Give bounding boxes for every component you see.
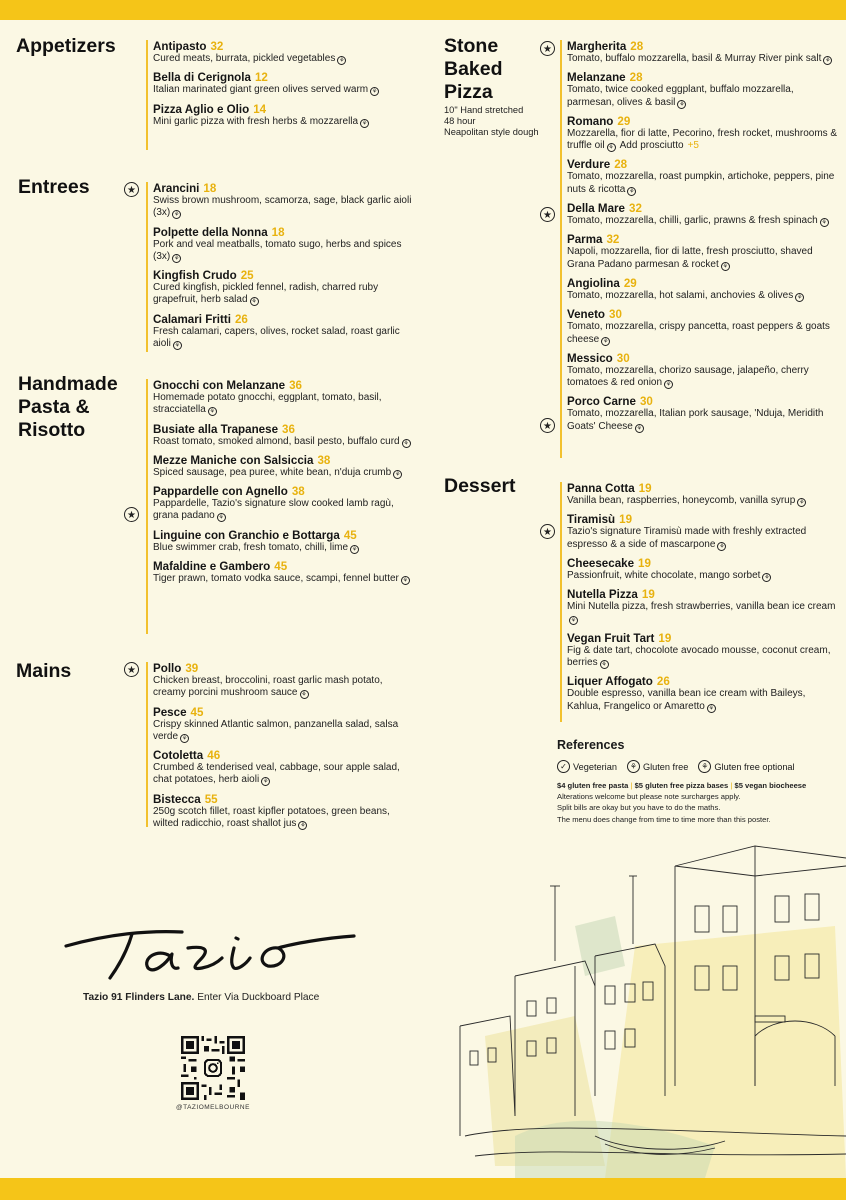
venice-buildings-sketch <box>455 836 846 1178</box>
menu-item-mafaldine-e-gambero <box>153 560 418 585</box>
star-icon: ★ <box>540 524 555 539</box>
menu-item-busiate-alla-trapanese <box>153 423 418 448</box>
item-name <box>567 308 842 321</box>
item-title: Porco Carne <box>567 395 636 409</box>
item-description <box>153 573 418 585</box>
item-price: 45 <box>190 705 204 719</box>
gluten-free-optional-label: Gluten free optional <box>714 761 795 772</box>
menu-item-gnocchi-con-melanzane <box>153 379 418 417</box>
gluten-free-icon: ⚘ <box>601 662 607 669</box>
item-title: Busiate alla Trapanese <box>153 422 279 436</box>
item-description-text: Tomato, mozzarella, crispy pancetta, roast peppers & goats cheese <box>567 321 830 345</box>
note-menu-changes: The menu does change from time to time more than this poster. <box>557 814 771 824</box>
item-name <box>567 395 842 408</box>
gluten-free-icon: ⚘ <box>764 574 770 581</box>
item-price: 45 <box>274 560 288 574</box>
item-name <box>567 557 842 570</box>
item-name <box>153 662 418 675</box>
pizza-list <box>560 40 842 458</box>
menu-item-calamari-fritti <box>153 313 418 351</box>
item-price: 39 <box>185 662 199 675</box>
item-price: 18 <box>203 182 217 195</box>
item-description-text: Crumbed & tenderised veal, cabbage, sour apple salad, chat potatoes, herb aioli <box>153 762 400 786</box>
item-description <box>567 321 842 346</box>
gluten-free-icon: ⚘ <box>719 543 725 550</box>
item-name <box>567 352 842 365</box>
gluten-free-icon: ⚘ <box>708 705 715 712</box>
star-icon: ★ <box>540 41 555 56</box>
note-surcharges: Alterations welcome but please note surcharges apply. <box>557 792 741 802</box>
menu-item-porco-carne <box>567 395 842 433</box>
item-description-text: Mini Nutella pizza, fresh strawberries, vanilla bean ice cream <box>567 601 836 613</box>
item-price: 12 <box>254 71 268 85</box>
item-name <box>567 277 842 290</box>
gluten-free-icon: ⚘ <box>371 89 378 96</box>
item-title: Parma <box>567 233 603 247</box>
item-description <box>567 215 842 227</box>
item-description <box>567 246 842 271</box>
gluten-free-icon: ⚘ <box>251 299 257 306</box>
menu-item-nutella-pizza <box>567 588 842 626</box>
item-title: Verdure <box>567 158 611 172</box>
item-description <box>153 436 418 448</box>
pizza-title: Stone Baked Pizza <box>444 35 503 103</box>
item-description <box>567 495 842 507</box>
item-description <box>567 570 842 582</box>
item-description <box>567 408 842 433</box>
menu-item-della-mare <box>567 202 842 227</box>
gluten-free-icon: ⚘ <box>262 779 269 786</box>
item-name <box>153 529 418 542</box>
item-description-text: Passionfruit, white chocolate, mango sorbet <box>567 569 761 581</box>
item-description <box>153 719 418 744</box>
menu-item-romano <box>567 115 842 153</box>
item-description-text: Spiced sausage, pea puree, white bean, n'duja crumb <box>153 466 392 478</box>
menu-item-kingfish-crudo <box>153 269 418 307</box>
gluten-free-icon: ⚘ <box>300 823 306 830</box>
item-description-text: Homemade potato gnocchi, eggplant, tomato, basil, stracciatella <box>153 392 382 416</box>
item-name <box>153 103 418 116</box>
item-price: 19 <box>641 588 655 602</box>
appetizers-title: Appetizers <box>16 35 116 57</box>
item-description-text: Fresh calamari, capers, olives, rocket salad, roast garlic aioli <box>153 325 400 350</box>
item-price: 38 <box>291 485 305 499</box>
menu-item-cotoletta <box>153 749 418 787</box>
item-title: Arancini <box>153 182 200 195</box>
item-title: Romano <box>567 114 614 128</box>
item-price: 55 <box>204 792 218 806</box>
item-title: Margherita <box>567 40 627 53</box>
item-title: Pesce <box>153 705 187 719</box>
menu-item-pollo <box>153 662 418 700</box>
entrees-list <box>146 182 418 352</box>
item-price: 18 <box>271 225 285 239</box>
item-price: 28 <box>614 158 628 172</box>
item-price: 30 <box>609 308 622 322</box>
gluten-free-icon: ⚘ <box>821 220 827 227</box>
gluten-free-optional-icon: ⚘ <box>698 760 711 773</box>
item-description-text: Tomato, mozzarella, Italian pork sausage, 'Nduja, Meridith Goats' Cheese <box>567 408 824 432</box>
item-name <box>153 313 418 326</box>
item-description-text: Mini garlic pizza with fresh herbs & mozzarella <box>153 115 359 127</box>
item-description-text: Tomato, mozzarella, hot salami, anchovies & olives <box>567 289 794 301</box>
tazio-logo <box>62 918 362 986</box>
item-title: Linguine con Granchio e Bottarga <box>153 528 340 542</box>
surcharge-vegan: $5 vegan biocheese <box>734 781 807 790</box>
item-description-text: Fig & date tart, chocolote avocado mousse, coconut cream, berries <box>567 644 831 669</box>
item-price: 30 <box>616 351 630 365</box>
menu-item-pesce <box>153 706 418 744</box>
gluten-free-icon: ⚘ <box>301 692 307 699</box>
item-name <box>153 182 418 195</box>
gluten-free-icon: ⚘ <box>636 425 643 432</box>
menu-item-verdure <box>567 158 842 196</box>
item-price: 29 <box>623 276 637 290</box>
item-description <box>567 84 842 109</box>
item-description-text: Tomato, mozzarella, chorizo sausage, jalapeño, cherry tomatoes & red onion <box>567 364 809 389</box>
item-description-text: Mozzarella, fior di latte, Pecorino, fresh rocket, mushrooms & truffle oil <box>567 127 838 152</box>
item-name <box>153 423 418 436</box>
item-name <box>567 675 842 688</box>
item-description-text: Cured kingfish, pickled fennel, radish, charred ruby grapefruit, herb salad <box>153 282 379 306</box>
address-bold: Tazio 91 Flinders Lane. <box>83 992 195 1003</box>
item-description-text: Tomato, twice cooked eggplant, buffalo mozzarella, parmesan, olives & basil <box>567 84 794 108</box>
item-title: Pizza Aglio e Olio <box>153 102 250 116</box>
item-description-text: Tiger prawn, tomato vodka sauce, scampi, fennel butter <box>153 573 399 585</box>
gluten-free-label: Gluten free <box>642 761 689 772</box>
menu-item-margherita <box>567 40 842 65</box>
address <box>83 992 319 1003</box>
gluten-free-icon: ⚘ <box>209 409 215 416</box>
item-description-text: Vanilla bean, raspberries, honeycomb, vanilla syrup <box>567 495 796 506</box>
item-description-text: Crispy skinned Atlantic salmon, panzanella salad, salsa verde <box>153 718 399 742</box>
item-name <box>153 454 418 467</box>
gluten-free-icon: ⚘ <box>825 58 831 64</box>
item-title: Polpette della Nonna <box>153 225 268 239</box>
gluten-free-icon: ⚘ <box>351 546 358 553</box>
gluten-free-icon: ⚘ <box>627 760 640 773</box>
star-icon: ★ <box>540 418 555 433</box>
item-description-text: Chicken breast, broccolini, roast garlic mash potato, creamy porcini mushroom sauce <box>153 675 383 699</box>
item-description <box>153 498 418 523</box>
leaf-icon: ✓ <box>557 760 570 773</box>
item-price: 32 <box>606 233 620 247</box>
references-notes: $4 gluten free pasta | $5 gluten free pizza bases | $5 vegan biocheese Alterations welcome but please note surcharges apply. Split bills are okay but you have to do the maths. The menu does change from time to time more than this poster. <box>557 781 807 824</box>
item-title: Angiolina <box>567 276 620 290</box>
gluten-free-icon: ⚘ <box>722 263 728 270</box>
item-price: 32 <box>629 202 642 216</box>
item-price: 38 <box>317 453 331 467</box>
item-name <box>567 40 842 53</box>
gluten-free-icon: ⚘ <box>174 212 180 219</box>
menu-item-pappardelle-con-agnello <box>153 485 418 523</box>
menu-item-arancini <box>153 182 418 220</box>
item-name <box>153 560 418 573</box>
item-price: 14 <box>253 102 267 116</box>
item-description-text: Pappardelle, Tazio's signature slow cooked lamb ragù, grana padano <box>153 498 394 522</box>
star-icon: ★ <box>540 207 555 222</box>
references-title: References <box>557 738 625 752</box>
gluten-free-icon: ⚘ <box>570 618 577 625</box>
item-name <box>567 482 842 495</box>
item-name <box>153 71 418 84</box>
item-price: 25 <box>240 269 254 283</box>
item-name <box>567 115 842 128</box>
gluten-free-icon: ⚘ <box>608 145 614 152</box>
item-description <box>567 290 842 302</box>
item-description <box>153 762 418 787</box>
star-icon: ★ <box>124 662 139 677</box>
note-split-bills: Split bills are okay but you have to do the maths. <box>557 803 721 813</box>
item-price: 19 <box>619 513 633 527</box>
item-name <box>153 485 418 498</box>
item-description-text: Cured meats, burrata, pickled vegetables <box>153 53 336 64</box>
menu-item-mezze-maniche-con-salsiccia <box>153 454 418 479</box>
dessert-title: Dessert <box>444 475 516 497</box>
star-icon: ★ <box>124 182 139 197</box>
item-description <box>567 128 842 153</box>
item-description <box>567 601 842 626</box>
surcharge-pizza: $5 gluten free pizza bases <box>634 781 729 790</box>
item-description-text: Tazio's signature Tiramisù made with freshly extracted espresso & a side of mascarpone <box>567 526 807 550</box>
gluten-free-icon: ⚘ <box>174 343 180 350</box>
menu-item-messico <box>567 352 842 390</box>
item-price: 46 <box>207 749 221 763</box>
gluten-free-icon: ⚘ <box>403 440 409 447</box>
menu-item-melanzane <box>567 71 842 109</box>
surcharge-pasta: $4 gluten free pasta <box>557 781 629 790</box>
menu-item-linguine-con-granchio-e-bottarga <box>153 529 418 554</box>
item-price: 19 <box>658 631 672 645</box>
item-title: Messico <box>567 351 613 365</box>
gluten-free-icon: ⚘ <box>797 294 803 301</box>
item-price: 29 <box>617 114 631 128</box>
item-title: Calamari Fritti <box>153 312 231 326</box>
qr-code[interactable] <box>181 1036 245 1100</box>
vegetarian-label: Vegeterian <box>573 761 617 772</box>
instagram-handle[interactable]: @TAZIOMELBOURNE <box>176 1104 250 1111</box>
pasta-list <box>146 379 418 634</box>
item-description <box>153 542 418 554</box>
item-name <box>153 379 418 392</box>
pasta-title: Handmade Pasta & Risotto <box>18 373 118 441</box>
item-description <box>567 171 842 196</box>
item-name <box>153 793 418 806</box>
item-description <box>567 526 842 551</box>
menu-item-bistecca <box>153 793 418 831</box>
item-price: 45 <box>343 528 357 542</box>
gluten-free-icon: ⚘ <box>339 58 345 64</box>
item-title: Liquer Affogato <box>567 675 653 689</box>
item-description-text: Italian marinated giant green olives served warm <box>153 84 369 96</box>
gluten-free-icon: ⚘ <box>679 101 685 108</box>
dessert-list <box>560 482 842 722</box>
menu-item-liquer-affogato <box>567 675 842 713</box>
item-title: Pappardelle con Agnello <box>153 485 288 499</box>
gluten-free-icon: ⚘ <box>799 500 805 506</box>
item-description-text: Tomato, mozzarella, roast pumpkin, artichoke, peppers, pine nuts & ricotta <box>567 171 835 195</box>
item-description <box>153 195 418 220</box>
item-price: 30 <box>639 395 653 409</box>
pizza-subtitle: 10" Hand stretched 48 hour Neapolitan style dough <box>444 105 539 137</box>
item-name <box>153 706 418 719</box>
item-title: Della Mare <box>567 202 625 216</box>
gluten-free-icon: ⚘ <box>402 578 409 585</box>
item-description-text: Blue swimmer crab, fresh tomato, chilli, lime <box>153 541 349 553</box>
item-title: Melanzane <box>567 71 626 85</box>
item-price: 28 <box>630 40 644 53</box>
item-title: Cotoletta <box>153 749 204 763</box>
menu-item-parma <box>567 233 842 271</box>
mains-title: Mains <box>16 660 72 682</box>
references-legend <box>557 760 795 773</box>
item-title: Panna Cotta <box>567 482 635 495</box>
item-description-text: Roast tomato, smoked almond, basil pesto, buffalo curd <box>153 435 400 447</box>
item-title: Mafaldine e Gambero <box>153 560 271 574</box>
item-price: 32 <box>210 40 224 53</box>
item-title: Bella di Cerignola <box>153 71 251 85</box>
item-title: Cheesecake <box>567 556 635 570</box>
item-description <box>567 53 842 65</box>
item-title: Gnocchi con Melanzane <box>153 379 286 392</box>
menu-item-veneto <box>567 308 842 346</box>
item-name <box>153 226 418 239</box>
item-title: Bistecca <box>153 792 201 806</box>
gluten-free-icon: ⚘ <box>181 735 188 742</box>
appetizers-list <box>146 40 418 150</box>
item-description <box>567 365 842 390</box>
item-title: Antipasto <box>153 40 207 53</box>
gluten-free-icon: ⚘ <box>174 255 180 262</box>
bottom-band <box>0 1178 846 1200</box>
item-description <box>153 239 418 264</box>
item-name <box>153 269 418 282</box>
menu-item-angiolina <box>567 277 842 302</box>
item-name <box>567 71 842 84</box>
item-extra-price: +5 <box>687 140 699 152</box>
item-description <box>153 392 418 417</box>
item-price: 19 <box>638 482 652 495</box>
item-name <box>153 749 418 762</box>
item-title: Kingfish Crudo <box>153 269 237 283</box>
top-band <box>0 0 846 20</box>
item-description <box>153 116 418 128</box>
entrees-title: Entrees <box>18 176 90 198</box>
item-name <box>567 233 842 246</box>
menu-item-vegan-fruit-tart <box>567 632 842 670</box>
item-description <box>567 645 842 670</box>
item-description-text: Tomato, buffalo mozzarella, basil & Murray River pink salt <box>567 53 822 64</box>
item-description <box>153 84 418 96</box>
item-description-text: Tomato, mozzarella, chilli, garlic, prawns & fresh spinach <box>567 215 818 227</box>
item-extra: Add prosciutto <box>619 140 684 152</box>
star-icon: ★ <box>124 507 139 522</box>
item-name <box>567 513 842 526</box>
item-price: 26 <box>656 675 670 689</box>
item-title: Vegan Fruit Tart <box>567 631 655 645</box>
item-price: 26 <box>234 312 248 326</box>
item-description <box>567 688 842 713</box>
menu-item-polpette-della-nonna <box>153 226 418 264</box>
item-price: 36 <box>282 422 295 436</box>
item-description <box>153 806 418 831</box>
item-title: Mezze Maniche con Salsiccia <box>153 453 314 467</box>
item-description <box>153 326 418 351</box>
menu-item-panna-cotta <box>567 482 842 507</box>
item-price: 36 <box>289 379 302 392</box>
gluten-free-icon: ⚘ <box>665 382 672 389</box>
item-description <box>153 467 418 479</box>
item-title: Veneto <box>567 308 606 322</box>
item-description-text: 250g scotch fillet, roast kipfler potatoes, green beans, wilted radicchio, roast shallot jus <box>153 805 390 830</box>
menu-item-cheesecake <box>567 557 842 582</box>
item-name <box>153 40 418 53</box>
item-name <box>567 202 842 215</box>
item-description <box>153 282 418 307</box>
gluten-free-icon: ⚘ <box>361 120 368 127</box>
item-description-text: Swiss brown mushroom, scamorza, sage, black garlic aioli (3x) <box>153 195 412 219</box>
item-title: Pollo <box>153 662 182 675</box>
item-name <box>567 158 842 171</box>
gluten-free-icon: ⚘ <box>629 188 635 195</box>
item-description-text: Double espresso, vanilla bean ice cream with Baileys, Kahlua, Frangelico or Amaretto <box>567 688 806 712</box>
item-description <box>153 53 418 65</box>
mains-list <box>146 662 418 830</box>
item-price: 19 <box>638 556 651 570</box>
menu-item-tiramisu <box>567 513 842 551</box>
gluten-free-icon: ⚘ <box>603 338 609 345</box>
menu-item-antipasto <box>153 40 418 65</box>
item-description-text: Pork and veal meatballs, tomato sugo, herbs and spices (3x) <box>153 238 402 262</box>
item-description-text: Napoli, mozzarella, fior di latte, fresh prosciutto, shaved Grana Padano parmesan & rocket <box>567 246 813 270</box>
item-description <box>153 675 418 700</box>
item-name <box>567 588 842 601</box>
item-price: 28 <box>629 71 643 85</box>
gluten-free-icon: ⚘ <box>218 515 224 522</box>
item-title: Nutella Pizza <box>567 588 638 602</box>
menu-item-pizza-aglio-e-olio <box>153 103 418 128</box>
item-title: Tiramisù <box>567 513 616 527</box>
address-rest: Enter Via Duckboard Place <box>197 992 320 1003</box>
menu-item-bella-di-cerignola <box>153 71 418 96</box>
item-name <box>567 632 842 645</box>
gluten-free-icon: ⚘ <box>394 471 401 478</box>
